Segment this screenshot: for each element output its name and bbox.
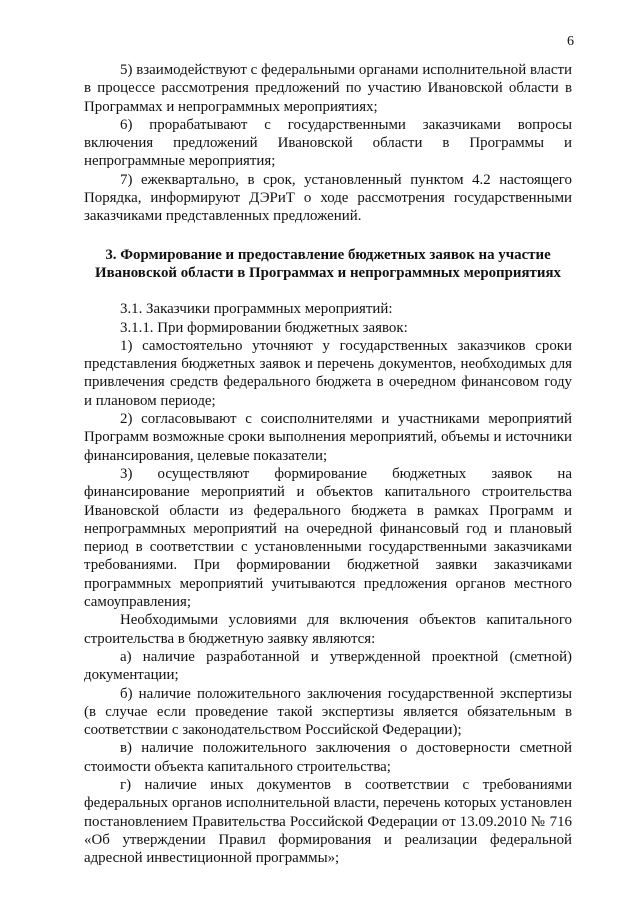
- paragraph-item-3: 3) осуществляют формирование бюджетных заявок на финансирование мероприятий и объектов капитального строительства Ивановской области из федерального бюджета в рамках Программ и непрограммных мероприятий на очередной финансовый год и плановый период в соответствии с установленными государственными заказчиками требованиями. При формировании бюджетной заявки заказчиками программных мероприятий учитываются предложения органов местного самоуправления;: [84, 465, 572, 611]
- page-number: 6: [567, 34, 574, 49]
- paragraph-7: 7) ежеквартально, в срок, установленный пунктом 4.2 настоящего Порядка, информируют ДЭРиТ о ходе рассмотрения государственными заказчиками представленных предложений.: [84, 171, 572, 225]
- section-heading: 3. Формирование и предоставление бюджетных заявок на участие Ивановской области в Программах и непрограммных мероприятиях: [95, 246, 561, 281]
- paragraph-6: 6) прорабатывают с государственными заказчиками вопросы включения предложений Ивановской области в Программы и непрограммные мероприятия;: [84, 116, 572, 170]
- paragraph-condition-v: в) наличие положительного заключения о достоверности сметной стоимости объекта капитального строительства;: [84, 740, 572, 775]
- paragraph-5: 5) взаимодействуют с федеральными органами исполнительной власти в процессе рассмотрения предложений по участию Ивановской области в Программах и непрограммных мероприятиях;: [84, 62, 572, 115]
- paragraph-3-1: 3.1. Заказчики программных мероприятий:: [120, 301, 393, 318]
- paragraph-item-2: 2) согласовывают с соисполнителями и участниками мероприятий Программ возможные сроки выполнения мероприятий, объемы и источники финансирования, целевые показатели;: [84, 411, 572, 464]
- paragraph-3-1-1: 3.1.1. При формировании бюджетных заявок:: [120, 319, 408, 336]
- paragraph-condition-g: г) наличие иных документов в соответствии с требованиями федеральных органов исполнительной власти, перечень которых установлен постановлением Правительства Российской Федерации от 13.09.2010 № 716 «Об утверждении Правил формирования и реализации федеральной адресной инвестиционной программы»;: [84, 776, 572, 867]
- document-body: [84, 61, 572, 867]
- paragraph-condition-b: б) наличие положительного заключения государственной экспертизы (в случае если проведение такой экспертизы является обязательным в соответствии с законодательством Российской Федерации);: [84, 685, 572, 739]
- paragraph-condition-a: а) наличие разработанной и утвержденной проектной (сметной) документации;: [84, 648, 572, 684]
- paragraph-item-1: 1) самостоятельно уточняют у государственных заказчиков сроки представления бюджетных заявок и перечень документов, необходимых для привлечения средств федерального бюджета в очередном финансовом году и плановом периоде;: [84, 337, 572, 409]
- paragraph-conditions: Необходимыми условиями для включения объектов капитального строительства в бюджетную заявку являются:: [84, 612, 572, 647]
